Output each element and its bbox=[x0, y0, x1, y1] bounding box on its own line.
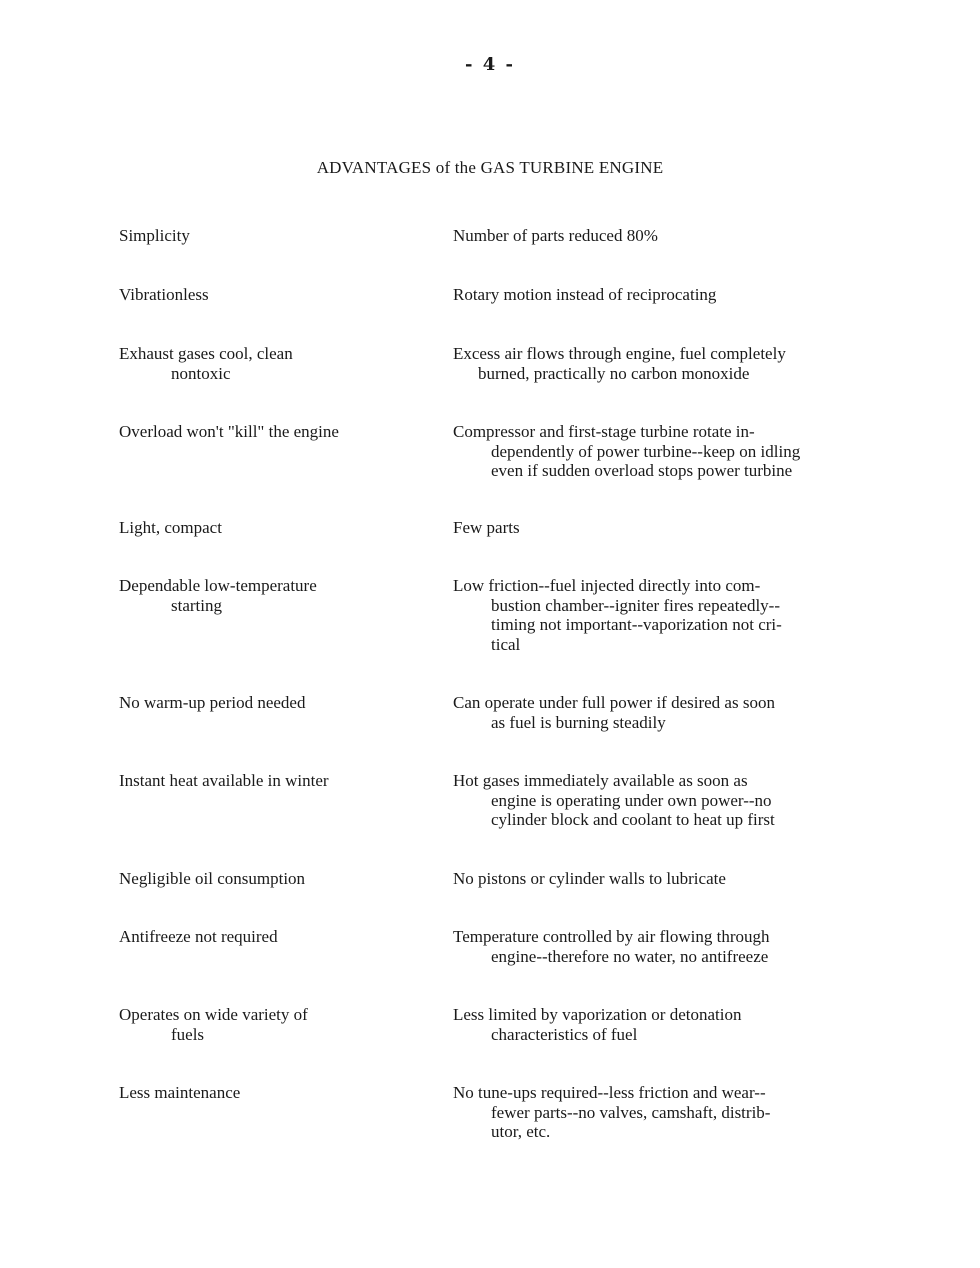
explanation-line: Temperature controlled by air flowing through bbox=[453, 927, 770, 946]
advantage-line: Instant heat available in winter bbox=[119, 771, 329, 790]
explanation-line: Can operate under full power if desired as soon bbox=[453, 693, 775, 712]
advantage-explanation bbox=[453, 771, 883, 830]
advantage-label bbox=[119, 771, 419, 791]
advantage-line: Less maintenance bbox=[119, 1083, 241, 1102]
advantage-explanation bbox=[453, 1083, 883, 1142]
advantage-line: Light, compact bbox=[119, 518, 222, 537]
advantage-explanation bbox=[453, 344, 883, 383]
advantage-explanation bbox=[453, 422, 883, 481]
explanation-line: Excess air flows through engine, fuel completely bbox=[453, 344, 786, 363]
advantage-line: Exhaust gases cool, clean bbox=[119, 344, 293, 363]
advantage-line: Operates on wide variety of bbox=[119, 1005, 308, 1024]
explanation-line: engine--therefore no water, no antifreeze bbox=[491, 946, 769, 966]
explanation-line: No tune-ups required--less friction and wear-- bbox=[453, 1083, 766, 1102]
advantage-line: No warm-up period needed bbox=[119, 693, 306, 712]
explanation-line: Compressor and first-stage turbine rotate in- bbox=[453, 422, 755, 441]
advantage-label bbox=[119, 226, 419, 246]
advantage-line: fuels bbox=[171, 1024, 205, 1044]
explanation-line: cylinder block and coolant to heat up first bbox=[491, 810, 775, 829]
advantage-explanation bbox=[453, 226, 883, 246]
advantage-label bbox=[119, 1005, 419, 1044]
advantage-label bbox=[119, 869, 419, 889]
explanation-line: dependently of power turbine--keep on idling bbox=[491, 441, 801, 461]
advantage-line: nontoxic bbox=[171, 363, 231, 383]
advantage-line: Vibrationless bbox=[119, 285, 209, 304]
explanation-line: tical bbox=[491, 634, 521, 654]
advantage-label bbox=[119, 1083, 419, 1103]
advantage-explanation bbox=[453, 693, 883, 732]
explanation-line: burned, practically no carbon monoxide bbox=[478, 363, 750, 383]
advantage-line: Overload won't "kill" the engine bbox=[119, 422, 339, 441]
explanation-line: Number of parts reduced 80% bbox=[453, 226, 658, 245]
advantage-label bbox=[119, 576, 419, 615]
explanation-line: bustion chamber--igniter fires repeatedly-- bbox=[491, 595, 781, 615]
advantage-label bbox=[119, 344, 419, 383]
advantage-line: Antifreeze not required bbox=[119, 927, 278, 946]
explanation-line: Few parts bbox=[453, 518, 520, 537]
explanation-line: utor, etc. bbox=[491, 1122, 551, 1141]
advantage-label bbox=[119, 285, 419, 305]
advantage-explanation bbox=[453, 869, 883, 889]
advantage-line: Simplicity bbox=[119, 226, 190, 245]
explanation-line: characteristics of fuel bbox=[491, 1024, 638, 1044]
advantage-explanation bbox=[453, 285, 883, 305]
explanation-line: Rotary motion instead of reciprocating bbox=[453, 285, 717, 304]
advantage-label bbox=[119, 927, 419, 947]
explanation-line: Hot gases immediately available as soon as bbox=[453, 771, 748, 790]
advantage-line: Negligible oil consumption bbox=[119, 869, 306, 888]
explanation-line: even if sudden overload stops power turbine bbox=[491, 461, 793, 480]
advantage-label bbox=[119, 422, 419, 442]
explanation-line: engine is operating under own power--no bbox=[491, 790, 772, 810]
advantage-line: starting bbox=[171, 595, 222, 615]
page-title: ADVANTAGES of the GAS TURBINE ENGINE bbox=[316, 158, 664, 177]
explanation-line: Less limited by vaporization or detonation bbox=[453, 1005, 742, 1024]
advantage-label bbox=[119, 518, 419, 538]
explanation-line: No pistons or cylinder walls to lubricate bbox=[453, 869, 726, 888]
advantage-label bbox=[119, 693, 419, 713]
explanation-line: as fuel is burning steadily bbox=[491, 712, 666, 732]
page-number: - 4 - bbox=[465, 54, 515, 75]
advantage-explanation bbox=[453, 927, 883, 966]
advantage-line: Dependable low-temperature bbox=[119, 576, 317, 595]
explanation-line: fewer parts--no valves, camshaft, distrib- bbox=[491, 1102, 771, 1122]
advantage-explanation bbox=[453, 518, 883, 538]
explanation-line: timing not important--vaporization not cri- bbox=[491, 615, 782, 634]
advantage-explanation bbox=[453, 1005, 883, 1044]
explanation-line: Low friction--fuel injected directly into com- bbox=[453, 576, 761, 595]
advantage-explanation bbox=[453, 576, 883, 654]
